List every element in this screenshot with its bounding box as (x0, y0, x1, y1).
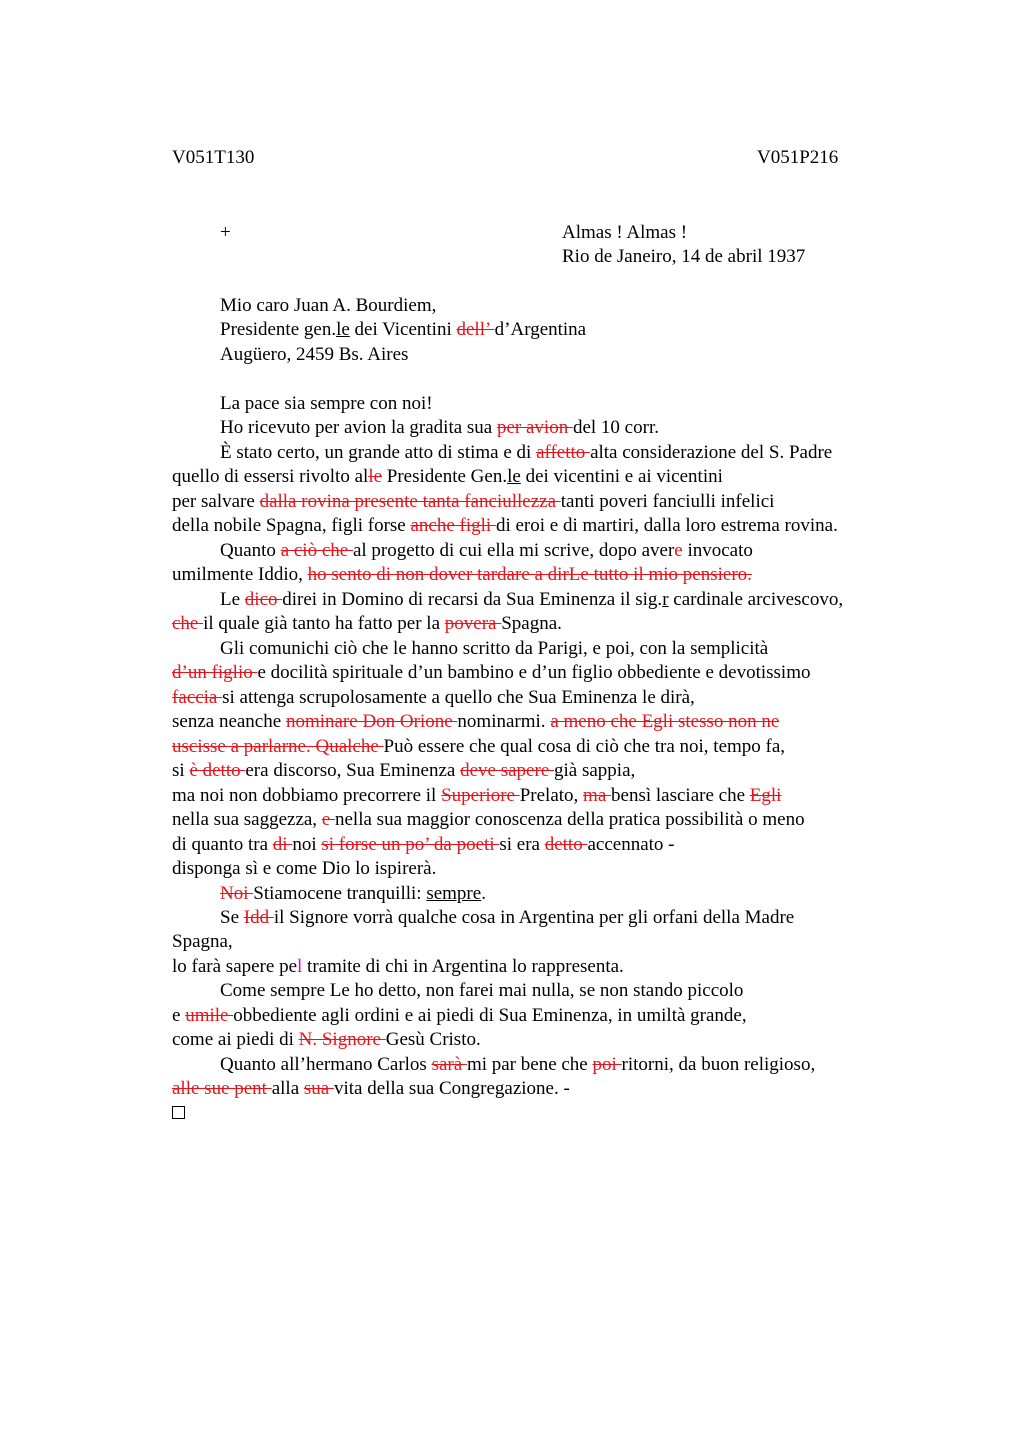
text-segment: bensì lasciare che (611, 785, 750, 806)
text-segment: Quanto (220, 540, 281, 561)
deleted-text: umile (185, 1005, 234, 1026)
text-segment: accennato - (587, 834, 675, 855)
text-segment: mi par bene che (466, 1054, 593, 1075)
motto: Almas ! Almas ! (562, 222, 688, 243)
text-segment: Stiamocene tranquilli: (253, 883, 427, 904)
text-line (172, 710, 779, 735)
text-line (172, 955, 624, 980)
text-line (220, 539, 753, 564)
text-segment: nella sua saggezza, (172, 809, 322, 830)
text-line (172, 465, 723, 490)
text-segment: già sappia, (554, 760, 636, 781)
text-segment: si (172, 760, 190, 781)
text-segment: si era (499, 834, 545, 855)
deleted-text: faccia (172, 687, 223, 708)
text-segment: Se (220, 907, 244, 928)
place-date: Rio de Janeiro, 14 de abril 1937 (562, 246, 806, 267)
text-line: Spagna, (172, 931, 233, 952)
deleted-text: di (272, 834, 293, 855)
address-line: Augüero, 2459 Bs. Aires (220, 344, 409, 365)
underlined-text: sempre (426, 883, 482, 904)
deleted-text: deve sapere (460, 760, 554, 781)
text-segment: nella sua maggior conoscenza della pratica possibilità o meno (335, 809, 805, 830)
text-segment: invocato (682, 540, 753, 561)
deleted-text: detto (544, 834, 588, 855)
underlined-text: le (507, 466, 521, 487)
text-line: La pace sia sempre con noi! (220, 393, 433, 414)
text-segment: È stato certo, un grande atto di stima e di (220, 442, 537, 463)
deleted-text: Superiore (441, 785, 520, 806)
text-segment: Prelato, (519, 785, 584, 806)
deleted-text: sarà (431, 1054, 467, 1075)
deleted-text: N. Signore (298, 1029, 386, 1050)
address-line: Mio caro Juan A. Bourdiem, (220, 295, 437, 316)
text-segment: al progetto di cui ella mi scrive, dopo aver (352, 540, 675, 561)
underlined-text: r (662, 589, 669, 610)
text-segment: di quanto tra (172, 834, 273, 855)
deleted-text: è detto (189, 760, 246, 781)
text-segment: Presidente gen. (220, 319, 337, 340)
text-segment: noi (292, 834, 322, 855)
text-segment: ritorni, da buon religioso, (621, 1054, 816, 1075)
deleted-text: dalla rovina presente tanta fanciullezza (259, 491, 561, 512)
text-segment: tanti poveri fanciulli infelici (560, 491, 775, 512)
text-segment: alla (271, 1078, 304, 1099)
deleted-text: ma (583, 785, 612, 806)
end-mark (172, 1101, 185, 1126)
text-segment: Spagna. (501, 613, 562, 634)
inserted-text: l (297, 956, 303, 977)
deleted-text: Idd (243, 907, 274, 928)
text-segment: alta considerazione del S. Padre (590, 442, 833, 463)
text-line (172, 490, 774, 515)
text-line (172, 784, 781, 809)
text-segment: . (481, 883, 486, 904)
text-segment: quello di essersi rivolto al (172, 466, 369, 487)
cross-mark: + (220, 222, 231, 243)
text-segment: dei Vicentini (349, 319, 457, 340)
deleted-text: dell’ (456, 319, 495, 340)
text-segment: Può essere che qual cosa di ciò che tra noi, tempo fa, (383, 736, 786, 757)
text-segment: e (172, 1005, 186, 1026)
underlined-text: le (336, 319, 350, 340)
text-segment: Ho ricevuto per avion la gradita sua (220, 417, 497, 438)
text-segment: si attenga scrupolosamente a quello che Sua Eminenza le dirà, (222, 687, 695, 708)
deleted-text: e (321, 809, 335, 830)
text-line: Gli comunichi ciò che le hanno scritto da Parigi, e poi, con la semplicità (220, 638, 769, 659)
text-segment: era discorso, Sua Eminenza (245, 760, 461, 781)
deleted-text: uscisse a parlarne. Qualche (172, 736, 384, 757)
deleted-text: alle sue pent (172, 1078, 272, 1099)
text-segment: dei vicentini e ai vicentini (520, 466, 723, 487)
text-segment: obbediente agli ordini e ai piedi di Sua Eminenza, in umiltà grande, (233, 1005, 747, 1026)
text-line (220, 441, 832, 466)
deleted-text: a ciò che (280, 540, 353, 561)
address-line (220, 318, 586, 343)
text-segment: di eroi e di martiri, dalla loro estrema rovina. (495, 515, 838, 536)
document-code-left: V051T130 (172, 147, 255, 168)
text-line (172, 686, 695, 711)
deleted-text: Egli (749, 785, 782, 806)
deleted-text: affetto (536, 442, 591, 463)
deleted-text: d’un figlio (172, 662, 258, 683)
text-line: Come sempre Le ho detto, non farei mai nulla, se non stando piccolo (220, 980, 744, 1001)
deleted-text: dico (244, 589, 283, 610)
text-segment: per salvare (172, 491, 260, 512)
text-segment: vita della sua Congregazione. - (333, 1078, 570, 1099)
text-line (172, 759, 635, 784)
deleted-text: sua (303, 1078, 334, 1099)
text-segment: lo farà sapere pe (172, 956, 298, 977)
text-segment: umilmente Iddio, (172, 564, 308, 585)
text-segment: direi in Domino di recarsi da Sua Eminenza il sig. (282, 589, 663, 610)
text-segment: il Signore vorrà qualche cosa in Argentina per gli orfani della Madre (273, 907, 795, 928)
text-line (220, 882, 486, 907)
text-line (172, 661, 811, 686)
text-segment: ma noi non dobbiamo precorrere il (172, 785, 442, 806)
text-line (172, 1077, 570, 1102)
text-segment: Presidente Gen. (382, 466, 508, 487)
text-line (220, 588, 843, 613)
text-line (220, 906, 794, 931)
square-icon (172, 1106, 185, 1119)
deleted-text: Noi (220, 883, 254, 904)
text-segment: come ai piedi di (172, 1029, 299, 1050)
text-segment: d’Argentina (494, 319, 587, 340)
deleted-text: povera (444, 613, 502, 634)
deleted-text: che (172, 613, 204, 634)
text-line: disponga sì e come Dio lo ispirerà. (172, 858, 437, 879)
deleted-text: nominare Don Orione (285, 711, 458, 732)
text-line (172, 1004, 747, 1029)
deleted-text: anche figli (410, 515, 496, 536)
deleted-text: poi (592, 1054, 622, 1075)
text-segment: nominarmi. (457, 711, 551, 732)
text-line (172, 612, 562, 637)
text-line (172, 808, 805, 833)
text-segment: senza neanche (172, 711, 286, 732)
text-segment: Le (220, 589, 245, 610)
text-segment: il quale già tanto ha fatto per la (203, 613, 445, 634)
text-segment: tramite di chi in Argentina lo rappresenta. (302, 956, 624, 977)
inserted-text: e (674, 540, 683, 561)
text-segment: e docilità spirituale d’un bambino e d’un figlio obbediente e devotissimo (257, 662, 811, 683)
text-line (172, 735, 785, 760)
text-segment: Gesù Cristo. (385, 1029, 481, 1050)
text-line (220, 1053, 815, 1078)
text-line (172, 563, 752, 588)
deleted-text: si forse un po’ da poeti (321, 834, 500, 855)
text-segment: della nobile Spagna, figli forse (172, 515, 411, 536)
text-segment: cardinale arcivescovo, (668, 589, 844, 610)
text-line (172, 514, 838, 539)
deleted-text: a meno che Egli stesso non ne (550, 711, 780, 732)
text-segment: del 10 corr. (572, 417, 659, 438)
text-line (172, 833, 675, 858)
text-line (220, 416, 659, 441)
deleted-text: ho sento di non dover tardare a dirLe tutto il mio pensiero. (307, 564, 752, 585)
deleted-text: le (368, 466, 383, 487)
text-line (172, 1028, 481, 1053)
deleted-text: per avion (496, 417, 573, 438)
document-code-right: V051P216 (757, 147, 839, 168)
text-segment: Quanto all’hermano Carlos (220, 1054, 432, 1075)
